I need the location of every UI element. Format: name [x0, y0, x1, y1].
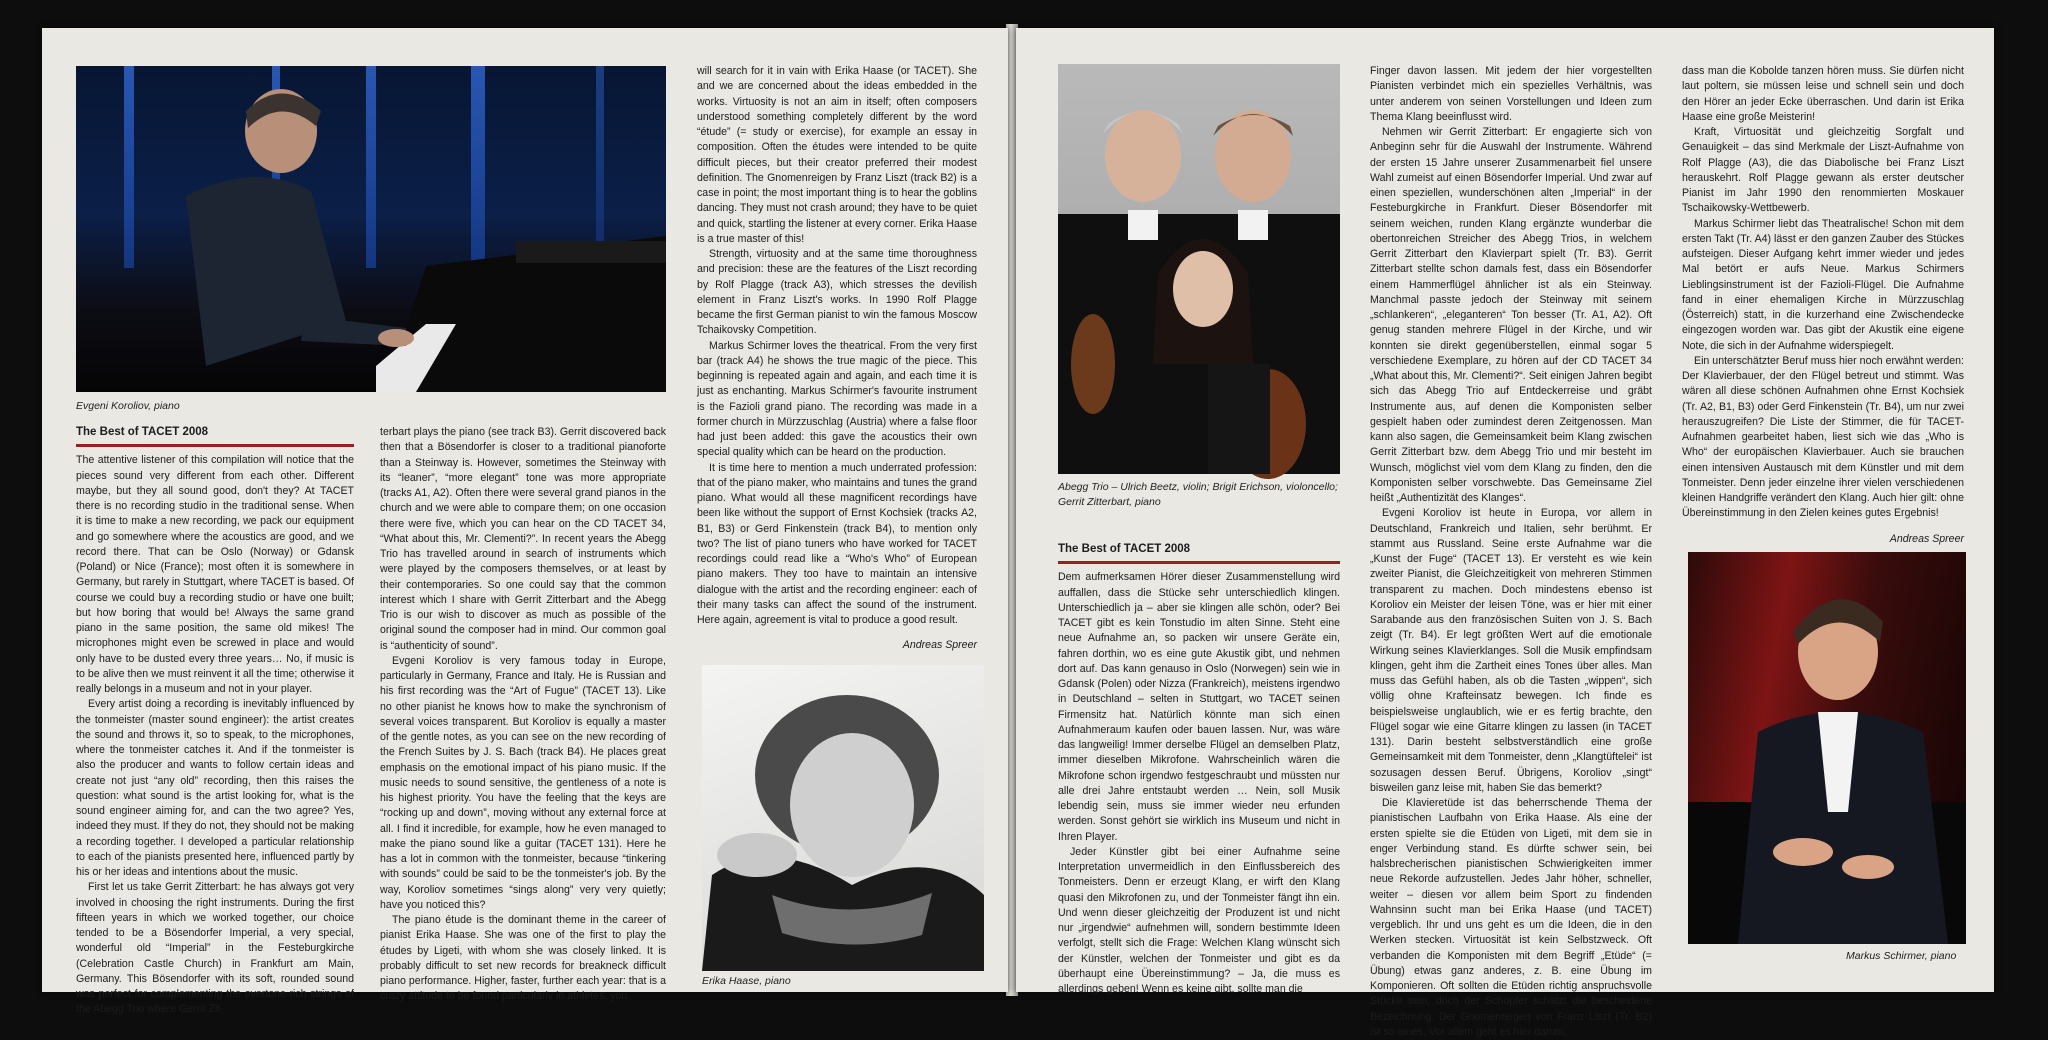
- signature: Andreas Spreer: [902, 639, 977, 652]
- paragraph: Markus Schirmer liebt das Theatralische! Schon mit dem ersten Takt (Tr. A4) lässt er den ganzen Zauber des Stückes aufsteigen. Dieser Aufgang kehrt immer wieder und jedes Mal betört er aufs Neue. Markus Schirmers Lieblingsinstrument ist der Fazioli-Flügel. Die Aufnahme fand in einer ehemaligen Kirche in Mürzzuschlag (Österreich) statt, in die kurzerhand eine Zwischendecke eingezogen worden war. Das gibt der Akustik eine eigene Note, die sich in der Aufnahme widerspiegelt.: [1682, 217, 1964, 352]
- german-column-3: [1682, 64, 1964, 547]
- paragraph: It is time here to mention a much underrated profession: that of the piano maker, who maintains and tunes the grand piano. What would all these magnificent recordings have been like without the support of Ernst Kochsiek (tracks A2, B1, B3) or Gerd Finkenstein (track B4), to mention only two? The list of piano tuners who have worked for TACET recordings could read like a “Who's Who” of European piano makers. They too have to maintain an intensive dialogue with the artist and the recording engineer: each of their many tasks can affect the sound of the instrument. Here again, agreement is vital to produce a good result.: [697, 461, 977, 626]
- right-page-german: [1016, 28, 1994, 1038]
- paragraph: The piano étude is the dominant theme in the career of pianist Erika Haase. She was one of the first to play the études by Ligeti, with whom she was closely linked. It is probably difficult to set new records for breakneck difficult piano performance. Higher, faster, further each year: that is a crazy attitude to be found particularly in athletes; you: [380, 914, 666, 1003]
- paragraph: Jeder Künstler gibt bei einer Aufnahme seine Interpretation unvermeidlich in den Einflussbereich des Tonmeisters. Denn er erzeugt Klang, er wirft den Klang quasi den Mikrofonen zu, und der Tonmeister fängt ihn ein. Und wenn dieser gleichzeitig der Produzent ist und nicht nur „irgendwie“ aufnehmen will, sondern bestimmte Ideen verfolgt, stellt sich die Frage: Welchen Klang wünscht sich der Künstler, welchen der Tonmeister und gibt es da überhaupt eine Übereinstimmung? – Ja, die muss es allerdings geben! Wenn es keine gibt, sollte man die: [1058, 845, 1340, 995]
- signature: Andreas Spreer: [1889, 532, 1964, 545]
- english-heading: The Best of TACET 2008: [76, 425, 354, 447]
- paragraph: The attentive listener of this compilation will notice that the pieces sound very different from each other. Different maybe, but they all sound good, don't they? At TACET there is no recording studio in the traditional sense. When it is time to make a new recording, we pack our equipment and go somewhere where the acoustics are good, and we record there. That can be Oslo (Norway) or Gdansk (Poland) or Nice (France); most often it is somewhere in Germany, but rarely in Stuttgart, where TACET is based. Of course we could buy a recording studio or have one built; but how boring that would be! Always the same grand piano in the same position, the same old mikes! The microphones might even be screwed in place and would only have to be dusted every three years… No, if music is to be alive then we must reinvent it all the time; otherwise it really belongs in a museum and not in your player.: [76, 454, 354, 695]
- paragraph: Dem aufmerksamen Hörer dieser Zusammenstellung wird auffallen, dass die Stücke sehr unterschiedlich klingen. Unterschiedlich ja – aber sie klingen alle schön, oder? Bei TACET gibt es kein Tonstudio im alten Sinne. Steht eine neue Aufnahme an, so packen wir unsere Geräte ein, fahren dorthin, wo es eine gute Akustik gibt, und nehmen dort auf. Das kann genauso in Oslo (Norwegen) sein wie in Gdansk (Polen) oder Nizza (Frankreich), meistens irgendwo in Deutschland – selten in Stuttgart, wo TACET seinen Firmensitz hat. Natürlich könnte man sich einen Aufnahmeraum kaufen oder bauen lassen. Nur, was wäre das langweilig! Immer derselbe Flügel an demselben Platz, immer dieselben Mikrofone. Wahrscheinlich wären die Mikrofone schon irgendwo festgeschraubt und müssten nur alle drei Jahre entstaubt werden … Nein, soll Musik lebendig sein, muss sie immer wieder neu erfunden werden. Sonst gehört sie wirklich ins Museum und nicht in Ihren Player.: [1058, 571, 1340, 843]
- paragraph: dass man die Kobolde tanzen hören muss. Sie dürfen nicht laut poltern, sie müssen leise und schnell sein und doch den Hörer an jeder Ecke überraschen. Und darin ist Erika Haase eine große Meisterin!: [1682, 65, 1964, 123]
- photo-markus-schirmer: [1688, 552, 1966, 944]
- english-column-2: [380, 425, 666, 1005]
- paragraph: Finger davon lassen. Mit jedem der hier vorgestellten Pianisten verbindet mich ein spezielles Verhältnis, was unter anderem von seinen Vorstellungen und Ideen zum Thema Klang beeinflusst wird.: [1370, 65, 1652, 123]
- paragraph: Evgeni Koroliov ist heute in Europa, vor allem in Deutschland, Frankreich und Italien, sehr berühmt. Er stammt aus Russland. Seine erste Aufnahme war die „Kunst der Fuge“ (TACET 13). Er versteht es wie kein zweiter Pianist, die Gleichzeitigkeit von mehreren Stimmen transparent zu machen. Doch mindestens ebenso ist Koroliov ein Meister der leisen Töne, was er hier mit einer Sarabande aus den französischen Suiten von J. S. Bach zeigt (Tr. B4). Er legt größten Wert auf die emotionale Wirkung seines Klavierklanges. Soll die Musik empfindsam klingen, geht ihm die Zartheit eines Tones über alles. Man muss das Gefühl haben, als ob die Tasten „wippen“, sich völlig ohne Krafteinsatz bewegen. Ich finde es beispielsweise unglaublich, wie er es fertig brachte, den Flügel sogar wie eine Gitarre klingen zu lassen (in TACET 131). Darin besteht selbstverständlich eine große Gemeinsamkeit mit dem Tonmeister, denn „Klangtüftelei“ ist sozusagen dessen Beruf. Übrigens, Koroliov „singt“ bisweilen ganz leise mit, haben Sie das bemerkt?: [1370, 507, 1652, 794]
- paragraph: Strength, virtuosity and at the same time thoroughness and precision: these are the features of the Liszt recording by Rolf Plagge (track A3), which stresses the devilish element in Franz Liszt's works. In 1990 Rolf Plagge became the first German pianist to win the famous Moscow Tchaikovsky Competition.: [697, 248, 977, 337]
- paragraph: Every artist doing a recording is inevitably influenced by the tonmeister (master sound engineer): the artist creates the sound and throws it, so to speak, to the microphones, where the tonmeister catches it. And if the tonmeister is also the producer and wants to follow certain ideas and create not just “any old” recording, then this raises the question: what sound is the artist looking for, what is the sound engineer aiming for, and can the two agree? Yes, indeed they must. If they do not, they should not be making a recording together. I developed a particular relationship to each of the pianists presented here, influenced partly by his or her ideas and intentions about the music.: [76, 698, 354, 878]
- caption-trio: Abegg Trio – Ulrich Beetz, violin; Brigit Erichson, violoncello; Gerrit Zitterbart, piano: [1058, 481, 1338, 508]
- paragraph: Nehmen wir Gerrit Zitterbart: Er engagierte sich von Anbeginn sehr für die Auswahl der Instrumente. Während der ersten 15 Jahre unserer Zusammenarbeit fiel unsere Wahl zumeist auf einen Bösendorfer Imperial. Und zwar auf einen speziellen, wunderschönen alten „Imperial“ in der Festeburgkirche in Frankfurt. Dieser Bösendorfer mit seinem weichen, runden Klang ergänzte wunderbar die obertonreichen Streicher des Abegg Trios, in welchem Gerrit Zitterbart den Klavierpart spielt (Tr. B3). Gerrit Zitterbart stellte schon damals fest, dass ein Bösendorfer einem Hammerflügel ähnlicher ist als ein Steinway. Manchmal passte jedoch der Steinway mit seinem „schlankeren“, „eleganteren“ Ton besser (Tr. A1, A2). Oft genug standen mehrere Flügel in der Kirche, und wir konnten sie direkt gegenüberstellen, einmal sogar 5 verschiedene Exemplare, zu hören auf der CD TACET 34 „What about this, Mr. Clementi?“. Seit einigen Jahren begibt sich das Abegg Trio auf Entdeckerreise und gräbt Instrumente aus, auf denen die Komponisten selber gespielt haben oder zumindest deren Zeitgenossen. Man kann also sagen, die Gemeinsamkeit beim Klang zwischen Gerrit Zitterbart bzw. dem Abegg Trio und mir besteht im Wunsch, möglichst viel vom dem Klang zu finden, den die Komponisten selber vorschwebte. Das Gemeinsame Ziel heißt „Authentizität des Klanges“.: [1370, 126, 1652, 504]
- paragraph: Markus Schirmer loves the theatrical. From the very first bar (track A4) he shows the true magic of the piece. This beginning is repeated again and again, and each time it is just as enchanting. Markus Schirmer's favourite instrument is the Fazioli grand piano. The recording was made in a former church in Mürzzuschlag (Austria) where a false floor had just been added: this gave the acoustics their own special quality which can be heard on the production.: [697, 339, 977, 459]
- paragraph: Ein unterschätzter Beruf muss hier noch erwähnt werden: Der Klavierbauer, der den Flügel betreut und stimmt. Was wären all diese schönen Aufnahmen ohne Ernst Kochsiek (Tr. A2, B1, B3) oder Gerd Finkenstein (Tr. B4), um nur zwei herauszugreifen? Die Liste der Stimmer, die für TACET-Aufnahmen gearbeitet haben, liest sich wie das „Who is Who“ der europäischen Klavierbauer. Auch sie brauchen einen intensiven Austausch mit dem Künstler und mit dem Tonmeister. Denn jeder einzelne ihrer vielen verschiedenen kleinen Handgriffe verändert den Klang. Auch hier gilt: ohne Übereinstimmung in den Zielen keines gutes Ergebnis!: [1682, 354, 1964, 520]
- english-column-3: [697, 64, 977, 654]
- caption-schirmer: Markus Schirmer, piano: [1846, 950, 1957, 962]
- photo-abegg-trio: [1058, 64, 1340, 474]
- paragraph: Evgeni Koroliov is very famous today in Europe, particularly in Germany, France and Italy. He is Russian and his first recording was the “Art of Fugue” (TACET 13). Like no other pianist he knows how to make the synchronism of several voices transparent. But Koroliov is equally a master of the gentle notes, as you can see on the new recording of the French Suites by J. S. Bach (track B4). He places great emphasis on the emotional impact of his piano music. If the music needs to sound sensitive, the gentleness of a note is his highest priority. You have the feeling that the keys are “rocking up and down”, moving without any external force at all. I find it incredible, for example, how he even managed to make the piano sound like a guitar (TACET 131). Here he has a lot in common with the tonmeister, because “tinkering with sounds” could be said to be the tonmeister's job. By the way, Koroliov sometimes “sings along” very very quietly; have you noticed this?: [380, 654, 666, 911]
- german-heading: The Best of TACET 2008: [1058, 542, 1340, 564]
- left-page-english: [42, 28, 1008, 1016]
- english-column-1: [76, 425, 354, 1018]
- caption-haase: Erika Haase, piano: [702, 975, 791, 987]
- photo-erika-haase: [702, 665, 984, 971]
- caption-koroliov: Evgeni Koroliov, piano: [76, 400, 180, 412]
- paragraph: will search for it in vain with Erika Haase (or TACET). She and we are concerned about the ideas embedded in the works. Virtuosity is not an aim in itself; often composers understood something completely different by the word “étude” (= study or exercise), for example an essay in composition. Often the études were intended to be quite difficult pieces, but their creator preferred their modest definition. The Gnomenreigen by Franz Liszt (track B2) is a case in point; the most important thing is to hear the goblins dancing. They must not crash around; they have to be quiet and quick, startling the listener at every corner. Erika Haase is a true master of this!: [697, 65, 977, 245]
- photo-evgeni-koroliov: [76, 66, 666, 392]
- paragraph: First let us take Gerrit Zitterbart: he has always got very involved in choosing the right instruments. During the first fifteen years in which we worked together, our choice tended to be a Bösendorfer Imperial, a very special, wonderful old “Imperial” in the Festeburgkirche (Celebration Castle Church) in Frankfurt am Main, Germany. This Bösendorfer with its soft, rounded sound was perfect for complementing the overtone-rich strings of the Abegg Trio where Gerrit Zit-: [76, 881, 354, 1016]
- paragraph: Kraft, Virtuosität und gleichzeitig Sorgfalt und Genauigkeit – das sind Merkmale der Liszt-Aufnahme von Rolf Plagge (A3), die das Diabolische bei Franz Liszt herauskehrt. Rolf Plagge gewann als erster deutscher Pianist im Jahr 1990 den renommierten Moskauer Tschaikowsky-Wettbewerb.: [1682, 126, 1964, 215]
- paragraph: Die Klavieretüde ist das beherrschende Thema der pianistischen Laufbahn von Erika Haase. Als eine der ersten spielte sie die Etüden von Ligeti, mit dem sie in enger Verbindung stand. Es dürfte schwer sein, bei halsbrecherischen pianistischen Schwierigkeiten immer neue Rekorde aufzustellen. Jedes Jahr höher, schneller, weiter – diesen vor allem beim Sport zu findenden Wahnsinn sucht man bei Erika Haase (und TACET) vergeblich. Ihr und uns geht es um die Ideen, die in den Werken stecken. Virtuosität ist kein Selbstzweck. Oft verbanden die Komponisten mit dem Begriff „Etüde“ (= Übung) etwas ganz anderes, z. B. eine Übung im Komponieren. Oft sollten die Etüden richtig anspruchsvolle Stücke sein, doch der Schöpfer schätzt die bescheidene Bezeichnung. Der Gnomenreigen von Franz Liszt (Tr. B2) ist so eines. Vor allem geht es hier darum,: [1370, 797, 1652, 1038]
- german-column-1: [1058, 542, 1340, 997]
- german-column-2: [1370, 64, 1652, 1040]
- paragraph: terbart plays the piano (see track B3). Gerrit discovered back then that a Bösendorfer is closer to a traditional pianoforte than a Steinway is. However, sometimes the Steinway with its “leaner”, “more elegant” tone was more appropriate (tracks A1, A2). Often there were several grand pianos in the church and we were able to compare them; on one occasion there were five, which you can hear on the CD TACET 34, “What about this, Mr. Clementi?”. In recent years the Abegg Trio has travelled around in search of instruments which were played by the composers themselves, or at least by their contemporaries. So one could say that the common interest which I share with Gerrit Zitterbart and the Abegg Trio is our wish to discover as much as possible of the original sound the composer had in mind. Our common goal is “authenticity of sound”.: [380, 426, 666, 652]
